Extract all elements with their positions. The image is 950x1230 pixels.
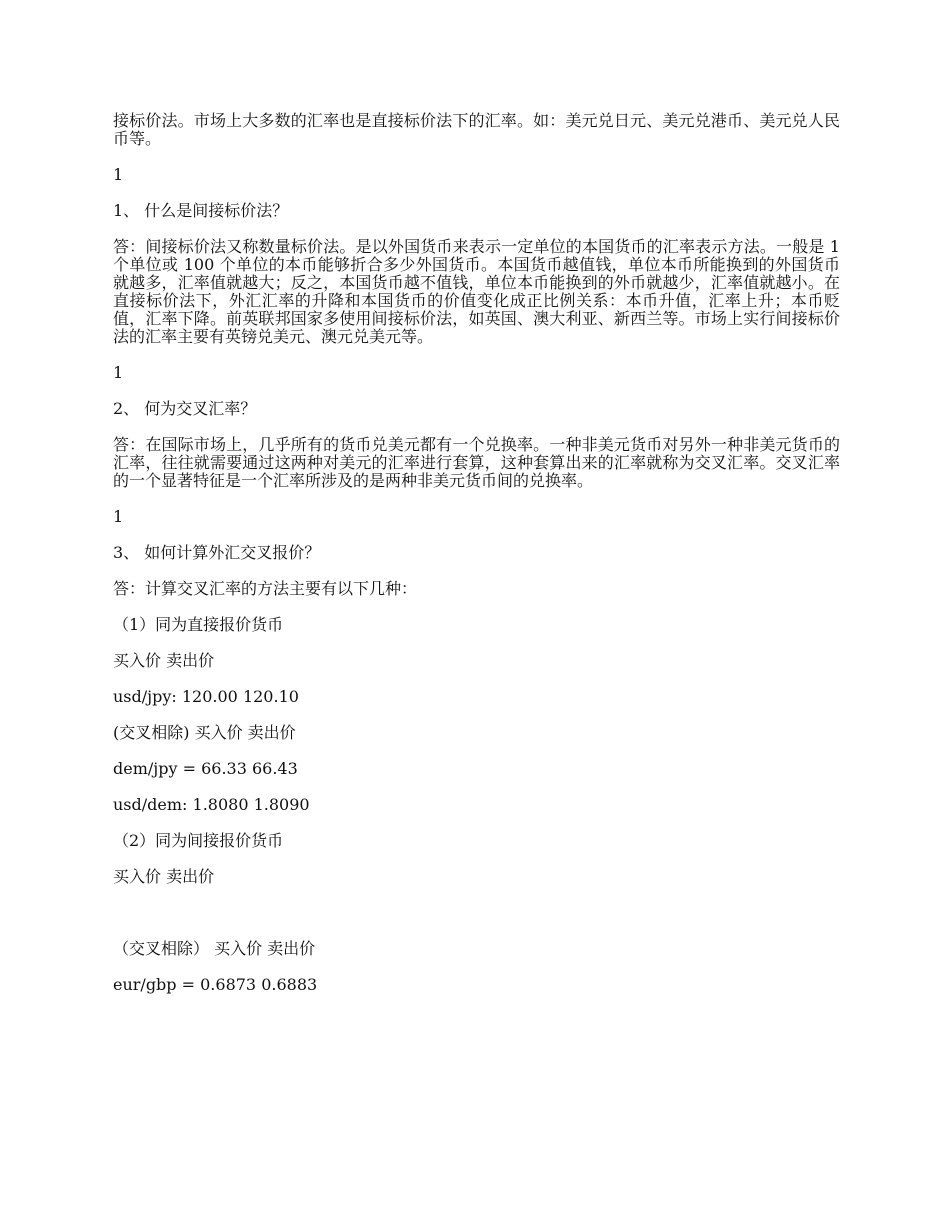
page-number: 1 (113, 363, 124, 382)
question-heading-3: 3、 如何计算外汇交叉报价？ (113, 543, 321, 562)
answer-intro-3: 答：计算交叉汇率的方法主要有以下几种： (113, 579, 418, 598)
document-page (113, 112, 840, 1012)
method-heading-1: （1）同为直接报价货币 (113, 615, 284, 634)
answer-paragraph-1: 答：间接标价法又称数量标价法。是以外国货币来表示一定单位的本国货币的汇率表示方法。一般是 1 个单位或 100 个单位的本币能够折合多少外国货币。本国货币越值钱，单位本币所能换到的外国货币就越多，汇率值就越大；反之，本国货币越不值钱，单位本币能换到的外币就越少，汇率值就越小。在直接标价法下，外汇汇率的升降和本国货币的价值变化成正比例关系：本币升值，汇率上升；本币贬值，汇率下降。前英联邦国家多使用间接标价法，如英国、澳大利亚、新西兰等。市场上实行间接标价法的汇率主要有英镑兑美元、澳元兑美元等。 (113, 237, 840, 346)
answer-paragraph-2: 答：在国际市场上，几乎所有的货币兑美元都有一个兑换率。一种非美元货币对另外一种非美元货币的汇率，往往就需要通过这两种对美元的汇率进行套算，这种套算出来的汇率就称为交叉汇率。交叉汇率的一个显著特征是一个汇率所涉及的是两种非美元货币间的兑换率。 (113, 435, 840, 490)
price-header: 买入价 卖出价 (113, 867, 215, 886)
cross-divide-header: （交叉相除） 买入价 卖出价 (113, 939, 316, 958)
quote-line: usd/dem: 1.8080 1.8090 (113, 795, 310, 814)
blank-line (113, 904, 840, 922)
quote-line: eur/gbp = 0.6873 0.6883 (113, 975, 318, 994)
quote-line: usd/jpy: 120.00 120.10 (113, 687, 299, 706)
quote-line: dem/jpy = 66.33 66.43 (113, 759, 298, 778)
page-number: 1 (113, 165, 124, 184)
method-heading-2: （2）同为间接报价货币 (113, 831, 284, 850)
cross-divide-header: (交叉相除) 买入价 卖出价 (113, 723, 296, 742)
question-heading-2: 2、 何为交叉汇率？ (113, 399, 257, 418)
paragraph-intro: 接标价法。市场上大多数的汇率也是直接标价法下的汇率。如：美元兑日元、美元兑港币、美元兑人民币等。 (113, 111, 840, 148)
question-heading-1: 1、 什么是间接标价法？ (113, 201, 289, 220)
price-header: 买入价 卖出价 (113, 651, 215, 670)
page-number: 1 (113, 507, 124, 526)
